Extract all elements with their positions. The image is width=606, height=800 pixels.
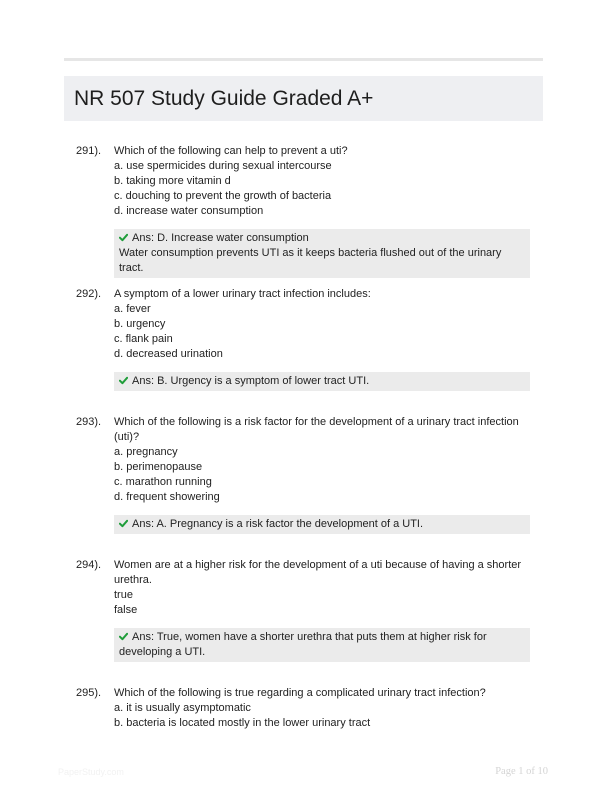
question-number: 292). (76, 288, 102, 300)
document-title: NR 507 Study Guide Graded A+ (74, 86, 374, 110)
question-294 (76, 558, 538, 662)
check-icon (119, 233, 128, 242)
option-b: b. urgency (114, 318, 166, 330)
question-stem: Which of the following is a risk factor for the development of a urinary tract infection (uti)? (114, 416, 519, 443)
answer-box (114, 372, 530, 391)
question-body (114, 287, 538, 362)
answer-text: Ans: B. Urgency is a symptom of lower tract UTI. (132, 375, 370, 387)
page-indicator: Page 1 of 10 (495, 766, 548, 777)
question-body (114, 558, 538, 618)
answer-box (114, 515, 530, 534)
option-false: false (114, 604, 138, 616)
answer-text: Ans: True, women have a shorter urethra that puts them at higher risk for developing a UTI. (119, 631, 487, 658)
question-292 (76, 287, 538, 391)
question-stem: Which of the following can help to prevent a uti? (114, 145, 348, 157)
option-d: d. frequent showering (114, 491, 220, 503)
answer-explanation: Water consumption prevents UTI as it keeps bacteria flushed out of the urinary tract. (119, 247, 502, 274)
question-body (114, 415, 538, 505)
option-a: a. fever (114, 303, 151, 315)
answer-box (114, 229, 530, 278)
option-c: c. marathon running (114, 476, 212, 488)
question-number: 295). (76, 687, 102, 699)
answer-text: Ans: A. Pregnancy is a risk factor the development of a UTI. (132, 518, 424, 530)
answer-box (114, 628, 530, 662)
question-number: 294). (76, 559, 102, 571)
footer-watermark: PaperStudy.com (58, 767, 124, 777)
check-icon (119, 632, 128, 641)
option-true: true (114, 589, 133, 601)
check-icon (119, 519, 128, 528)
top-divider (64, 58, 543, 61)
question-stem: Which of the following is true regarding a complicated urinary tract infection? (114, 687, 486, 699)
answer-text: Ans: D. Increase water consumption (132, 232, 309, 244)
question-stem: A symptom of a lower urinary tract infection includes: (114, 288, 371, 300)
question-body (114, 686, 538, 731)
option-d: d. increase water consumption (114, 205, 264, 217)
check-icon (119, 376, 128, 385)
question-293 (76, 415, 538, 534)
question-295 (76, 686, 538, 731)
option-c: c. flank pain (114, 333, 173, 345)
question-number: 293). (76, 416, 102, 428)
question-stem: Women are at a higher risk for the development of a uti because of having a shorter urethra. (114, 559, 522, 586)
question-body (114, 144, 538, 219)
option-d: d. decreased urination (114, 348, 223, 360)
title-banner (64, 76, 543, 121)
question-number: 291). (76, 145, 102, 157)
option-b: b. bacteria is located mostly in the lower urinary tract (114, 717, 371, 729)
question-291 (76, 144, 538, 278)
option-a: a. use spermicides during sexual intercourse (114, 160, 332, 172)
option-b: b. perimenopause (114, 461, 203, 473)
option-b: b. taking more vitamin d (114, 175, 231, 187)
option-c: c. douching to prevent the growth of bacteria (114, 190, 332, 202)
option-a: a. pregnancy (114, 446, 178, 458)
option-a: a. it is usually asymptomatic (114, 702, 251, 714)
